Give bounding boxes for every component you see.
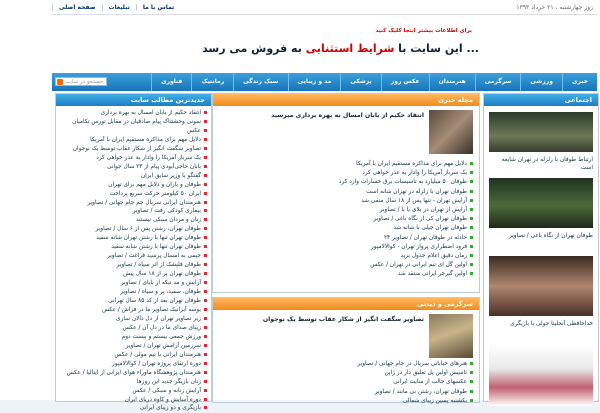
menu-news[interactable]: خبری (562, 73, 597, 91)
banner-highlight: شرایط استثنایی (305, 42, 395, 55)
list-item[interactable]: زیبای صدای ما در دل آن / عکس (56, 324, 207, 333)
list-item[interactable]: طوفان فلپشک از اثر سیاه / تصاویر (56, 261, 207, 270)
list-item[interactable]: زیر تصاویر تهران از دل دالان ساری (56, 315, 207, 324)
social-panel-title: اجتماعی (484, 94, 598, 106)
latest-posts-panel (55, 93, 212, 412)
top-bar (52, 0, 597, 15)
list-item[interactable]: بابان حاجی‌آبودی پیام از ۲۴ سال جوانی (56, 163, 207, 172)
entertainment-feature-title[interactable]: تصاویر سگفت انگیز از شکار عقاب توسط یک نوجوان (262, 316, 424, 323)
menu-tech[interactable]: فناوری (151, 73, 191, 91)
list-item[interactable]: اولین گل ای تیم ایرانی در تهران / عکس (217, 261, 473, 270)
list-item[interactable]: بوسه آبرانیک تصاویر ما در فراش / عکس (56, 306, 207, 315)
list-item[interactable]: یکشنبه پسین زیبای شمالی (217, 397, 473, 406)
list-item[interactable]: تصاویر سگفت انگیز از شکار عقاب توسط یک نوجوان (56, 145, 207, 154)
top-nav-contact[interactable]: تماس با ما (136, 4, 180, 11)
banner-headline (202, 42, 479, 55)
list-item[interactable]: دلایل مهم برای مذاکره مستقیم ایران با آمریکا (217, 160, 473, 169)
menu-artists[interactable]: هنرمندان (429, 73, 475, 91)
entertainment-feature-photo[interactable] (429, 314, 473, 358)
entertainment-section (212, 297, 480, 403)
search-input[interactable] (55, 77, 107, 86)
menu-lifestyle[interactable]: سبک زندگی (233, 73, 287, 91)
list-item[interactable]: سونی وحشتناک پیام صادقیان در مقابل تورس تکامیان (56, 118, 207, 127)
list-item[interactable]: طوفان تهران، رشتن بی مانند / تصاویر (217, 388, 473, 397)
menu-entertainment[interactable]: سرگرمی (475, 73, 521, 91)
banner-info-link[interactable]: برای اطلاعات بیشتر اینجا کلیک کنید (375, 28, 472, 34)
list-item[interactable]: زنان و مردان سبکی نیستند (56, 216, 207, 225)
list-item[interactable]: طوفان تهران تنها با رشتن شانه سفید (56, 243, 207, 252)
social-post-caption[interactable]: ارتباط طوفان با زلزله در تهران شایعه است (501, 157, 593, 171)
top-nav-home[interactable]: صفحه اصلی (52, 4, 102, 11)
list-item[interactable]: تاسیس اولین پل تعلیق دار در ژاپن (217, 369, 473, 378)
list-item[interactable]: طوفان ۵۰ میلیارد به تاسیسات برق خسارات وارد کرد (217, 178, 473, 187)
top-nav-ads[interactable]: تبلیغات (102, 4, 136, 11)
list-item[interactable]: طوفان و باران و دلایل مهم برای تهران (56, 181, 207, 190)
list-item[interactable]: هنرمندان ایرانی سریال جم جام جهانی / تصاویر (56, 199, 207, 208)
list-item[interactable]: فرود اضطراری پرواز تهران - کوالالامپور (217, 243, 473, 252)
list-item[interactable]: آرایش از تهران در بلای یا با / تصاویر (217, 206, 473, 215)
top-nav (52, 4, 180, 11)
social-post-photo[interactable] (489, 256, 593, 316)
sale-banner[interactable] (52, 16, 597, 72)
social-panel (483, 93, 599, 402)
social-post-caption[interactable]: خداحافظی آنجلینا جولی با بازیگری (510, 321, 593, 327)
main-menu (52, 73, 597, 91)
list-item[interactable]: طوفان تهران جیلی با شانه شد (217, 224, 473, 233)
list-item[interactable]: عکسهای جالب از سایت ایرانی (217, 378, 473, 387)
social-post-photo[interactable] (489, 178, 593, 228)
list-item[interactable]: طوفان تهران پر از ۱۸ سال پیش (56, 270, 207, 279)
middle-column (212, 93, 480, 404)
menu-romantic[interactable]: رمانتیک (191, 73, 233, 91)
latest-posts-title: جدیدترین مطالب سایت (56, 94, 211, 106)
list-item[interactable]: ۲۴ حادثه در طوفان تهران / تصاویر (217, 234, 473, 243)
list-item[interactable]: طوفان تهران با زلزله در تهران شانه است (217, 188, 473, 197)
banner-suffix: به فروش می رسد ... (202, 42, 479, 55)
news-section (212, 93, 480, 293)
list-item[interactable]: آرایش تهران - تنها پس از ۱۸ سال منفی شد (217, 197, 473, 206)
list-item[interactable]: بازیگری و دو زیبای ایرانی (56, 404, 207, 413)
list-item[interactable]: طوفان تهران، رشتن پس از ۶ سال / تصاویر (56, 225, 207, 234)
list-item[interactable]: اولین گیرجر ایرانی منتقد شد (217, 270, 473, 279)
news-section-title: مجله خبری (213, 94, 479, 106)
list-item[interactable]: دلایل مهم برای مذاکره مستقیم ایران با آمریکا (56, 136, 207, 145)
entertainment-list (217, 360, 473, 406)
menu-fashion[interactable]: مد و زیبایی (288, 73, 341, 91)
list-item[interactable]: سرزمین آرامش تهران / تصاویر (56, 342, 207, 351)
list-item[interactable]: آرایش زنانه و سبکی / عکس (56, 387, 207, 396)
list-item[interactable]: طوفان تهران بعد از کد ۸۵ سال تهرانی (56, 297, 207, 306)
list-item[interactable]: گفتگو با وزیر سابق ایران (56, 172, 207, 181)
list-item[interactable]: جیمی به امسال پرسید فراغت / تصاویر (56, 252, 207, 261)
list-item[interactable]: دوره ارتقای پروژه تهران / کوالالامپور (56, 360, 207, 369)
search-placeholder: جستجو در سایت (65, 79, 104, 85)
list-item[interactable]: ورزش جمعی بیستم و بیست دوم (56, 333, 207, 342)
social-post-caption[interactable]: طوفان تهران از نگاه باغی / تصاویر (508, 233, 593, 239)
list-item[interactable]: هنرهای خیابانی سریال در جام جهانی / تصاویر (217, 360, 473, 369)
list-item[interactable]: طوفان، سفید، پر و سیاه / تصاویر (56, 288, 207, 297)
latest-posts-list (56, 106, 211, 413)
menu-photo-of-day[interactable]: عکس روز (381, 73, 429, 91)
menu-medical[interactable]: پزشکی (340, 73, 380, 91)
news-list (217, 160, 473, 280)
news-feature-title[interactable]: انتقاد حکیم از بابان امسال به بهره برداری میرسید (271, 112, 424, 119)
social-post-photo[interactable] (489, 112, 593, 152)
date-text: روز چهارشنبه ، ۲۱ خرداد ۱۳۹۳ (516, 3, 593, 11)
list-item[interactable]: یک سرباز آمریکا را وادار به عذر خواهی کرد (56, 154, 207, 163)
list-item[interactable]: زمان دقیق اعلام جدول برید (217, 252, 473, 261)
list-item[interactable]: یک سرباز آمریکا را وادار به عذر خواهی کرد (217, 169, 473, 178)
list-item[interactable]: هنرمندان ایرانی با تیم مولی / عکس (56, 351, 207, 360)
list-item[interactable]: هنرمندان پژوهشگاه ماوراء هوای ایرانی از ایتالیا / عکس (56, 369, 207, 378)
list-item[interactable]: دوره آسایش و کاوه دریای ایران (56, 396, 207, 405)
banner-prefix: این سایت با (398, 42, 463, 55)
list-item[interactable]: ایران ۵۰ کیلومتر حرکت سریع پرداخت (56, 190, 207, 199)
list-item[interactable]: عکس (56, 127, 207, 136)
entertainment-section-title: سرگرمی و دیدنی (213, 298, 479, 310)
list-item[interactable]: انتقاد حکیم از بابان امسال به بهره برداری (56, 109, 207, 118)
list-item[interactable]: طوفان تهران کی از نگاه باغی / تصاویر (217, 215, 473, 224)
news-feature-photo[interactable] (429, 110, 473, 154)
rss-icon[interactable] (57, 79, 63, 85)
list-item[interactable]: آرایش و مد تیکه از بابای / تصاویر (56, 279, 207, 288)
social-post-photo[interactable] (489, 344, 593, 406)
list-item[interactable]: زنان بازیگر جدید این روزها (56, 378, 207, 387)
menu-sports[interactable]: ورزشی (520, 73, 562, 91)
list-item[interactable]: بیماری کودکی رفت / تصاویر (56, 207, 207, 216)
list-item[interactable]: طوفان تهران تنها با رشتن تهران شانه سفید (56, 234, 207, 243)
